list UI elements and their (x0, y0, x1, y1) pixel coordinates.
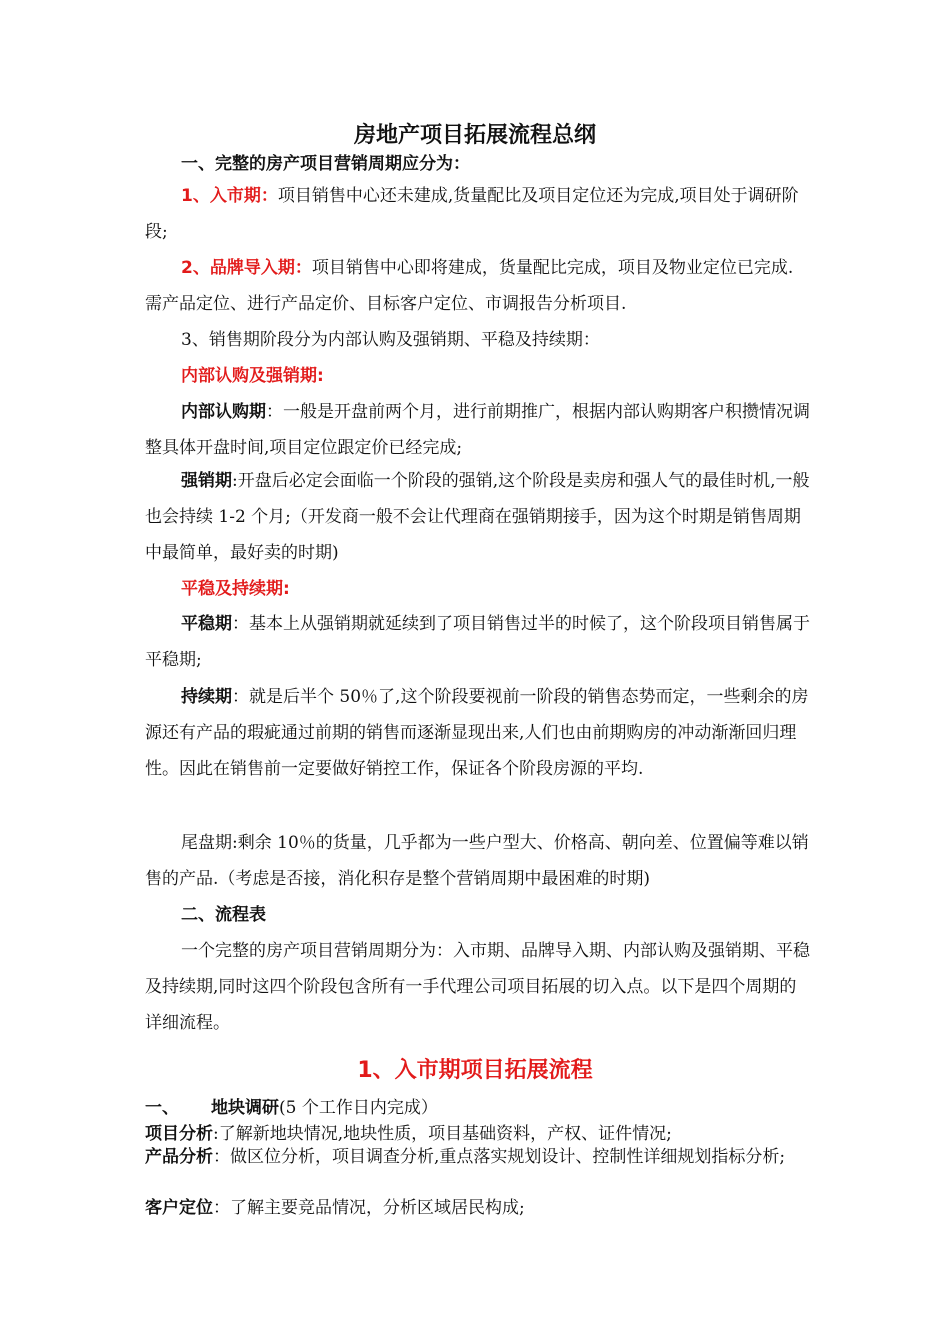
strong-sales-text: :开盘后必定会面临一个阶段的强销,这个阶段是卖房和强人气的最佳时机,一般也会持续 1-2 个月;（开发商一般不会让代理商在强销期接手，因为这个时期是销售周期中最简单，最好卖的时期) (145, 471, 810, 563)
stable-text: ：基本上从强销期就延续到了项目销售过半的时候了，这个阶段项目销售属于平稳期; (145, 614, 810, 670)
product-analysis-text: ：做区位分析，项目调查分析,重点落实规划设计、控制性详细规划指标分析; (213, 1147, 786, 1167)
paragraph-tail: 尾盘期:剩余 10％的货量，几乎都为一些户型大、价格高、朝向差、位置偏等难以销售的产品.（考虑是否接，消化积存是整个营销周期中最困难的时期) (145, 833, 809, 889)
paragraph-entry-phase (145, 178, 810, 250)
step-number: 一、 (145, 1098, 179, 1118)
stable-label: 平稳期 (181, 614, 232, 634)
paragraph-flow-summary: 一个完整的房产项目营销周期分为：入市期、品牌导入期、内部认购及强销期、平稳及持续期,同时这四个阶段包含所有一手代理公司项目拓展的切入点。以下是四个周期的详细流程。 (145, 941, 810, 1033)
project-analysis-label: 项目分析 (145, 1124, 213, 1144)
subheading-stable: 平稳及持续期: (181, 579, 290, 599)
section-heading-1: 一、完整的房产项目营销周期应分为： (181, 154, 470, 174)
row-product-analysis (145, 1143, 815, 1172)
brand-phase-text: 项目销售中心即将建成，货量配比完成，项目及物业定位已完成.需产品定位、进行产品定价、目标客户定位、市调报告分析项目. (145, 258, 794, 314)
paragraph-strong-sales (145, 463, 810, 571)
step-note: (5 个工作日内完成） (279, 1098, 438, 1118)
customer-positioning-label: 客户定位 (145, 1198, 213, 1218)
section-title-entry-flow: 1、入市期项目拓展流程 (357, 1058, 593, 1083)
continuation-label: 持续期 (181, 687, 232, 707)
product-analysis-label: 产品分析 (145, 1147, 213, 1167)
presale-label: 内部认购期 (181, 402, 266, 422)
customer-positioning-text: ：了解主要竞品情况，分析区域居民构成; (213, 1198, 525, 1218)
section-heading-2: 二、流程表 (181, 905, 266, 925)
step-label: 地块调研 (211, 1098, 279, 1118)
paragraph-sales-phase: 3、销售期阶段分为内部认购及强销期、平稳及持续期： (181, 330, 600, 350)
entry-phase-text: 项目销售中心还未建成,货量配比及项目定位还为完成,项目处于调研阶段; (145, 186, 799, 242)
presale-text: ：一般是开盘前两个月，进行前期推广，根据内部认购期客户积攒情况调整具体开盘时间,项目定位跟定价已经完成; (145, 402, 810, 458)
continuation-text: ：就是后半个 50％了,这个阶段要视前一阶段的销售态势而定，一些剩余的房源还有产品的瑕疵通过前期的销售而逐渐显现出来,人们也由前期购房的冲动渐渐回归理性。因此在销售前一定要做好销控工作，保证各个阶段房源的平均. (145, 687, 809, 779)
row-customer-positioning (145, 1194, 815, 1223)
paragraph-presale (145, 394, 810, 466)
document-title: 房地产项目拓展流程总纲 (353, 122, 596, 148)
step-line (145, 1094, 815, 1123)
paragraph-brand-phase (145, 250, 810, 322)
strong-sales-label: 强销期 (181, 471, 232, 491)
subheading-presale: 内部认购及强销期: (181, 366, 324, 386)
paragraph-stable (145, 606, 810, 678)
project-analysis-text: :了解新地块情况,地块性质，项目基础资料，产权、证件情况; (213, 1124, 672, 1144)
brand-phase-label: 2、品牌导入期： (181, 258, 312, 278)
entry-phase-label: 1、入市期： (181, 186, 278, 206)
paragraph-continuation (145, 679, 810, 787)
